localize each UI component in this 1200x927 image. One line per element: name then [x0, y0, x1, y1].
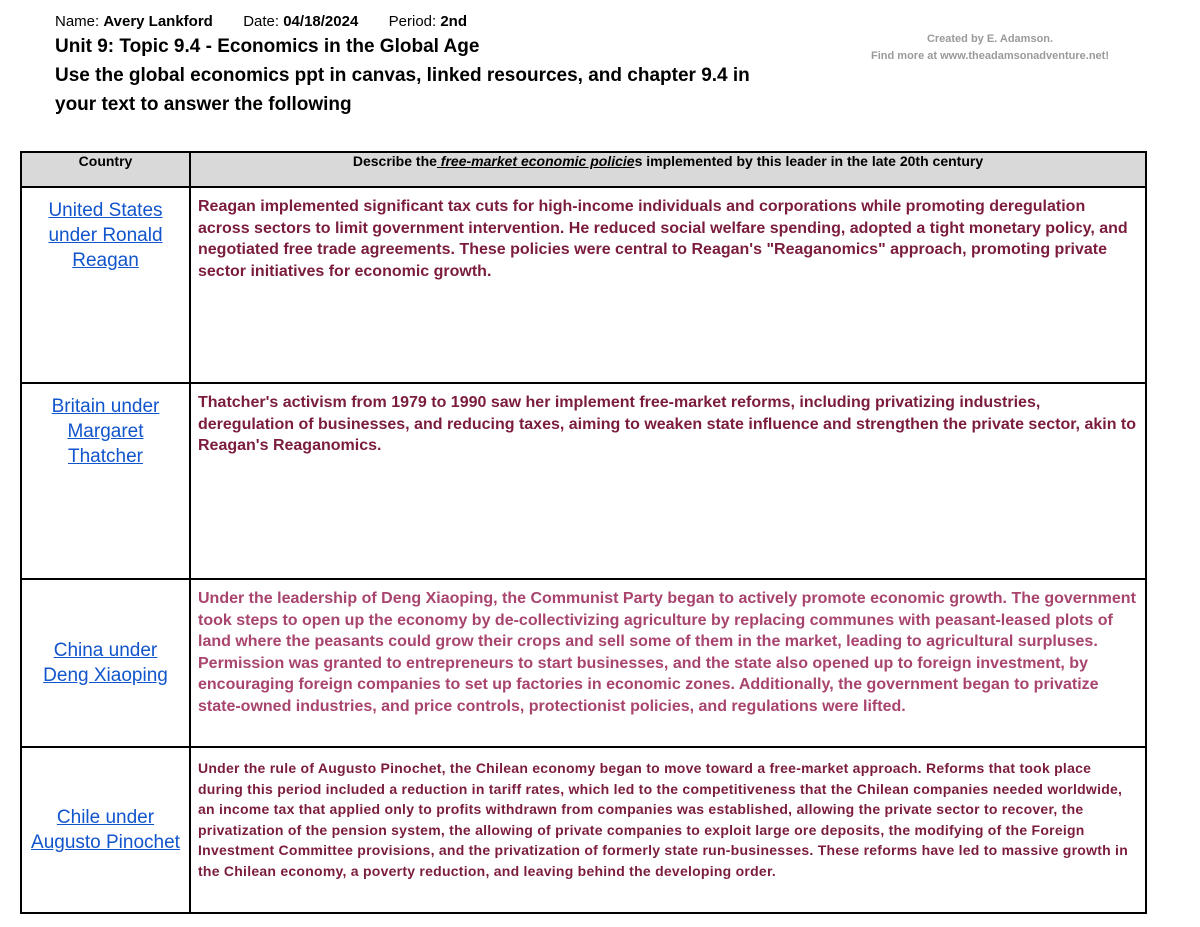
name-value: Avery Lankford — [103, 13, 213, 30]
table-row — [21, 187, 1146, 383]
header-text-emphasis: free-market economic policie — [436, 153, 635, 169]
table-row — [21, 579, 1146, 747]
date-value: 04/18/2024 — [283, 13, 359, 30]
country-link-reagan[interactable]: United States under Ronald Reagan — [48, 200, 163, 271]
unit-title: Unit 9: Topic 9.4 - Economics in the Global Age — [55, 36, 480, 57]
instructions-line-2: your text to answer the following — [55, 94, 352, 115]
country-column-header: Country — [21, 152, 190, 187]
worksheet-header — [55, 12, 855, 119]
country-link-deng[interactable]: China under Deng Xiaoping — [43, 640, 168, 686]
header-text-before: Describe the — [352, 153, 437, 169]
country-link-pinochet[interactable]: Chile under Augusto Pinochet — [31, 807, 180, 853]
country-cell — [21, 383, 190, 579]
table-row — [21, 383, 1146, 579]
period-value: 2nd — [440, 13, 468, 30]
name-label: Name: — [55, 13, 100, 30]
credit-website: Find more at www.theadamsonadventure.net! — [871, 50, 1109, 62]
answer-cell-deng[interactable]: Under the leadership of Deng Xiaoping, the Communist Party began to actively promote economic growth. The government took steps to open up the economy by de-collectivizing agriculture by replacing communes with peasant-leased plots of land where the peasants could grow their crops and sell some of them in the market, leading to agricultural surpluses. Permission was granted to entrepreneurs to start businesses, and the state also opened up to foreign investment, by encouraging foreign companies to set up factories in economic zones. Additionally, the government began to privatize state-owned industries, and price controls, protectionist policies, and regulations were lifted. — [190, 579, 1146, 747]
policies-table — [20, 151, 1147, 914]
date-label: Date: — [243, 13, 280, 30]
country-link-thatcher[interactable]: Britain under Margaret Thatcher — [51, 396, 160, 467]
instructions-line-1: Use the global economics ppt in canvas, linked resources, and chapter 9.4 in — [55, 65, 750, 86]
answer-cell-reagan[interactable]: Reagan implemented significant tax cuts for high-income individuals and corporations while promoting deregulation across sectors to limit government intervention. He reduced social welfare spending, adopted a tight monetary policy, and negotiated free trade agreements. These policies were central to Reagan's "Reaganomics" approach, promoting private sector initiatives for economic growth. — [190, 187, 1146, 383]
answer-cell-thatcher[interactable]: Thatcher's activism from 1979 to 1990 saw her implement free-market reforms, including privatizing industries, deregulation of businesses, and reducing taxes, aiming to weaken state influence and strengthen the private sector, akin to Reagan's Reaganomics. — [190, 383, 1146, 579]
country-cell — [21, 579, 190, 747]
period-label: Period: — [388, 13, 437, 30]
country-cell — [21, 747, 190, 913]
creator-credit — [840, 31, 1140, 65]
table-row — [21, 747, 1146, 913]
credit-author: Created by E. Adamson. — [926, 33, 1054, 45]
country-cell — [21, 187, 190, 383]
header-text-after: s implemented by this leader in the late 20th century — [634, 153, 984, 169]
description-column-header — [190, 152, 1146, 187]
student-info-line — [55, 12, 855, 32]
answer-cell-pinochet[interactable]: Under the rule of Augusto Pinochet, the Chilean economy began to move toward a free-market approach. Reforms that took place during this period included a reduction in tariff rates, which led to the competitiveness that the Chilean companies needed worldwide, an income tax that applied only to profits withdrawn from companies was established, allowing the private sector to recover, the privatization of the pension system, the allowing of private companies to exploit large ore deposits, the modifying of the Foreign Investment Committee provisions, and the privatization of formerly state run-businesses. These reforms have led to massive growth in the Chilean economy, a poverty reduction, and leaving behind the developing order. — [190, 747, 1146, 913]
table-header-row — [21, 152, 1146, 187]
